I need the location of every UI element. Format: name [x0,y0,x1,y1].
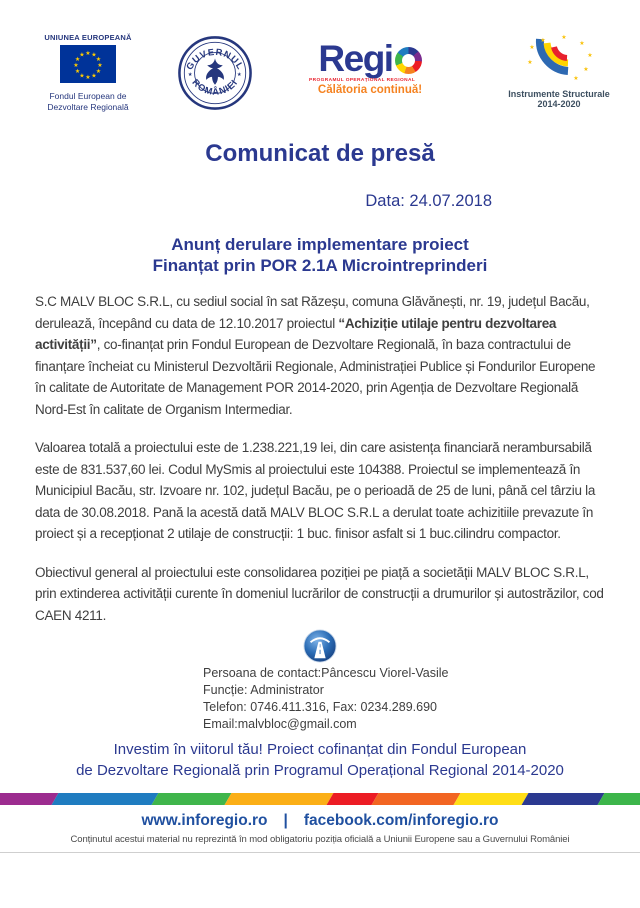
contact-role: Funcție: Administrator [203,683,324,697]
svg-text:★: ★ [79,72,85,80]
svg-text:★: ★ [79,51,85,59]
eu-flag-icon [60,45,116,83]
body-text [35,291,605,626]
page-title: Comunicat de presă [205,140,435,167]
svg-text:★: ★ [85,74,91,81]
regio-program-label: PROGRAMUL OPERAȚIONAL REGIONAL [309,78,416,83]
svg-text:★: ★ [74,56,81,63]
svg-text:★: ★ [540,38,546,44]
gov-seal-arc-bottom: ROMÂNIEI [190,77,240,97]
eu-logo [33,33,143,112]
contact-block [0,665,640,733]
funding-note-line2: de Dezvoltare Regională prin Programul Operațional Regional 2014-2020 [76,762,564,779]
gov-seal-icon [177,35,253,111]
svg-text:★: ★ [561,35,567,41]
svg-text:★: ★ [74,68,81,75]
svg-text:★: ★ [85,50,91,57]
svg-text:★: ★ [583,67,589,73]
paragraph-project-objective: Obiectivul general al proiectului este consolidarea poziției pe piață a societății MALV BLOC S.R.L, prin extinderea activității curente în domeniul lucrărilor de construcții a drumurilor și autostrăzilor, cod CAEN 4211. [35,564,604,623]
project-heading-line2: Finanțat prin POR 2.1A Microintreprinderi [152,256,488,275]
gov-eagle-icon [206,58,224,84]
contact-person: Persoana de contact:Pâncescu Viorel-Vasile [203,666,449,680]
structural-label-line1: Instrumente Structurale [508,89,610,99]
road-sphere-icon [303,629,337,663]
rainbow-stripe-track [0,793,640,805]
svg-text:★: ★ [91,51,97,59]
structural-swoosh-icon [514,33,604,83]
svg-text:★: ★ [529,45,535,51]
svg-text:★: ★ [95,56,102,63]
eu-logo-title: UNIUNEA EUROPEANĂ [44,33,132,42]
facebook-link[interactable]: facebook.com/inforegio.ro [303,812,499,829]
disclaimer-text: Conținutul acestui material nu reprezintă în mod obligatoriu poziția oficială a Uniunii Europene sau a Guvernului României [70,834,570,845]
contact-email: Email:malvbloc@gmail.com [203,717,357,731]
svg-text:★: ★ [579,41,585,47]
gov-seal-arc-top: GUVERNUL [184,46,246,72]
svg-text:★: ★ [73,62,79,69]
project-heading-line1: Anunț derulare implementare proiect [171,235,469,254]
paragraph-project-value: Valoarea totală a proiectului este de 1.238.221,19 lei, din care asistența financiară nerambursabilă este de 831.537,60 lei. Codul MySmis al proiectului este 104388. Proiectul se implementează în Municipiul Bacău, str. Izvoare nr. 102, județul Bacău, pe o perioadă de 25 de luni, până cel târziu la data de 30.08.2018. Pană la acestă dată MALV BLOC S.R.L a derulat toate achizitiile prevazute în proiect și a recepționat 2 utilaje de construcții: 1 buc. finisor asfalt si 1 buc.cilindru compactor. [35,440,596,541]
project-title-bold: “Achiziție utilaje pentru dezvoltarea activității” [35,315,557,352]
company-logo [0,629,640,663]
svg-text:★: ★ [573,76,579,82]
guvernul-romaniei-logo [177,35,253,116]
regio-wordmark: Regi [305,42,435,76]
svg-text:★: ★ [95,68,102,75]
contact-phone: Telefon: 0746.411.316, Fax: 0234.289.690 [203,700,437,714]
svg-text:★: ★ [527,60,533,66]
svg-text:★: ★ [91,72,97,80]
link-separator: | [283,812,288,829]
eu-logo-subtitle: Fondul European de Dezvoltare Regională [47,91,129,112]
project-heading [0,234,640,276]
date-line: Data: 24.07.2018 [365,192,492,210]
funding-note-line1: Investim în viitorul tău! Proiect cofinanțat din Fondul European [113,741,527,758]
svg-text:★: ★ [187,71,193,78]
paragraph-project-intro: S.C MALV BLOC S.R.L, cu sediul social în sat Răzeșu, comuna Glăvănești, nr. 19, județul Bacău, derulează, începând cu data de 12.10.2017 proiectul “Achiziție utilaje pentru dezvoltarea activității”, co-finanțat prin Fondul European de Dezvoltare Regională, în baza contractului de finanțare încheiat cu Ministerul Dezvoltării Regionale, Administrației Publice și Fondurilor Europene în calitate de Autoritate de Management POR 2014-2020, prin Agenția de Dezvoltare Regională Nord-Est în calitate de Organism Intermediar. [35,294,596,417]
footer-links [0,812,640,830]
svg-text:★: ★ [97,62,103,69]
structural-label-line2: 2014-2020 [537,99,581,109]
instrumente-structurale-logo [506,33,612,109]
regio-tagline: Călătoria continuă! [317,84,423,96]
svg-text:★: ★ [236,71,242,78]
header-logos [0,0,640,118]
rainbow-stripe [0,793,640,805]
svg-text:★: ★ [587,53,593,59]
inforegio-link[interactable]: www.inforegio.ro [141,812,268,829]
bottom-divider [0,852,640,853]
regio-logo [305,38,435,96]
funding-note [0,739,640,781]
regio-wheel-icon [395,47,422,74]
